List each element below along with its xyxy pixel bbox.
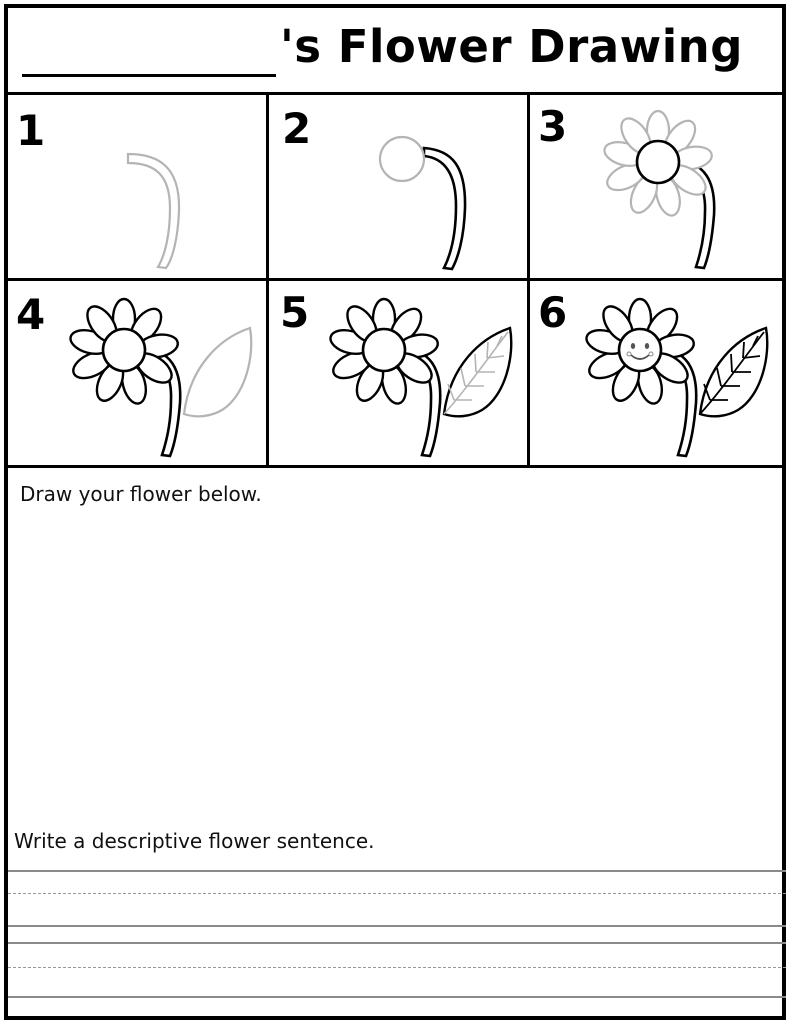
divider-below-steps bbox=[8, 465, 786, 468]
page-title: 's Flower Drawing bbox=[280, 20, 743, 73]
step-2-number: 2 bbox=[282, 104, 312, 153]
step-1-drawing-stem bbox=[100, 140, 220, 275]
step-3-number: 3 bbox=[538, 102, 568, 151]
writing-line-top-2[interactable] bbox=[8, 942, 786, 944]
grid-column-divider-1 bbox=[266, 92, 269, 468]
step-2-drawing-head-and-stem bbox=[372, 128, 482, 278]
step-4-number: 4 bbox=[16, 290, 46, 339]
step-4-drawing-leaf bbox=[60, 286, 260, 461]
writing-line-mid-2 bbox=[8, 967, 786, 968]
name-blank-line[interactable] bbox=[22, 74, 276, 77]
title-row bbox=[8, 8, 786, 92]
step-5-number: 5 bbox=[280, 288, 310, 337]
step-1-number: 1 bbox=[16, 106, 46, 155]
writing-line-base-2[interactable] bbox=[8, 996, 786, 998]
writing-line-base-1[interactable] bbox=[8, 925, 786, 927]
step-5-drawing-leaf-veins bbox=[320, 286, 520, 461]
step-3-drawing-petals bbox=[596, 100, 736, 275]
writing-line-mid-1 bbox=[8, 893, 786, 894]
grid-column-divider-2 bbox=[527, 92, 530, 468]
writing-line-top-1[interactable] bbox=[8, 870, 786, 872]
step-6-drawing-face bbox=[576, 286, 776, 461]
drawing-area[interactable] bbox=[8, 510, 786, 820]
writing-area-prompt: Write a descriptive flower sentence. bbox=[14, 829, 375, 853]
divider-between-rows bbox=[8, 278, 786, 281]
draw-area-prompt: Draw your flower below. bbox=[20, 482, 262, 506]
divider-below-title bbox=[8, 92, 786, 95]
step-6-number: 6 bbox=[538, 288, 568, 337]
